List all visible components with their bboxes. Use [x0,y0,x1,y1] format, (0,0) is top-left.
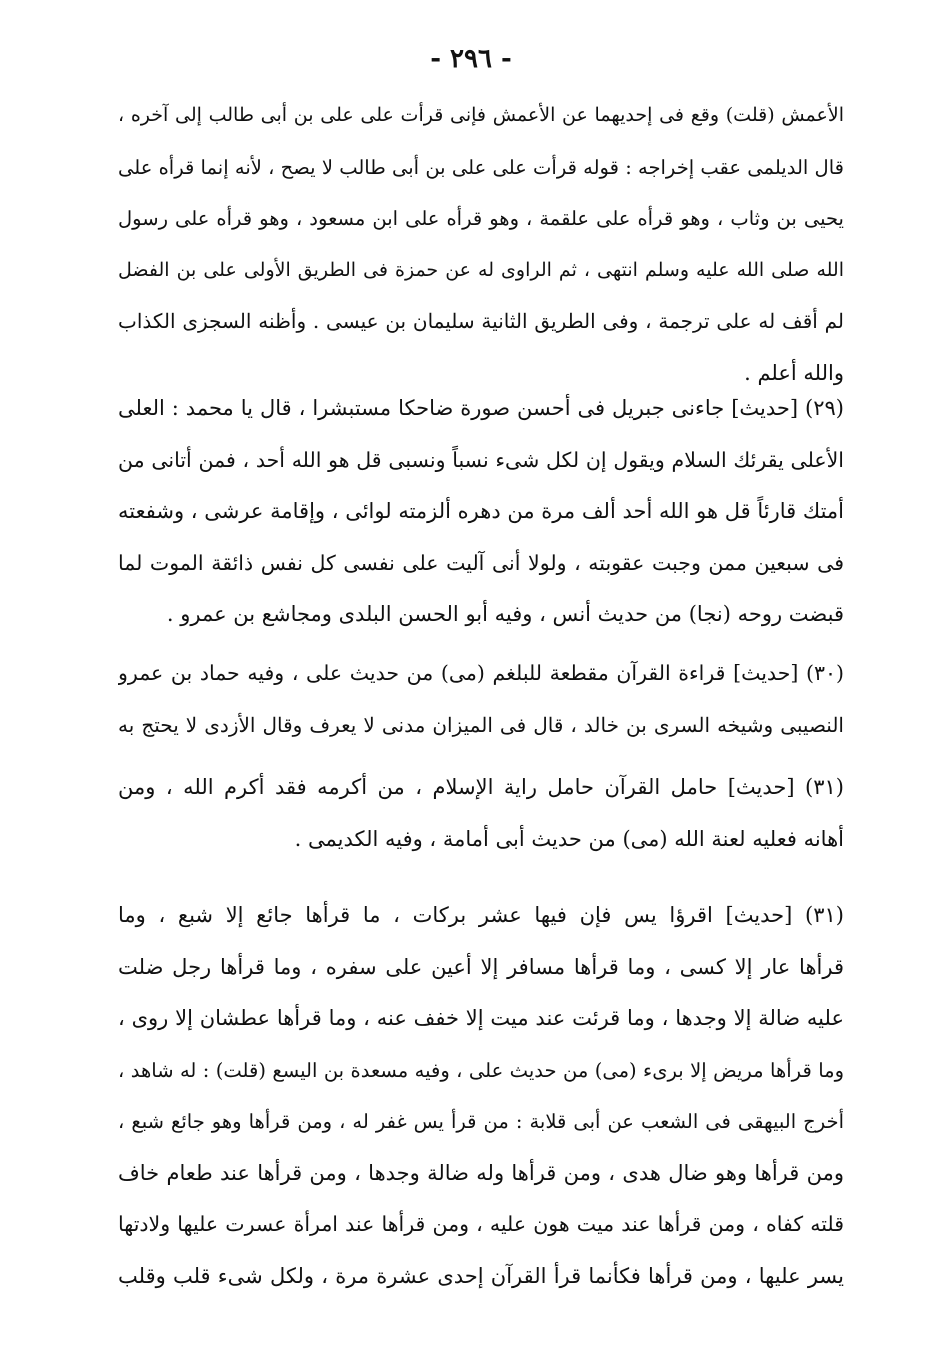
text-line: قبضت روحه (نجا) من حديث أنس ، وفيه أبو الحسن البلدى ومجاشع بن عمرو . [166,602,844,626]
text-line: قلته كفاه ، ومن قرأها عند ميت هون عليه ، ومن قرأها عند امرأة عسرت عليها ولادتها [118,1212,844,1236]
text-line: أهانه فعليه لعنة الله (مى) من حديث أبى أمامة ، وفيه الكديمى . [294,826,844,851]
text-line: (٣٠) [حديث] قراءة القرآن مقطعة للبلغم (مى) من حديث على ، وفيه حماد بن عمرو [118,661,844,685]
text-line: ومن قرأها وهو ضال هدى ، ومن قرأها وله ضالة وجدها ، ومن قرأها عند طعام خاف [118,1160,844,1185]
text-line: وما قرأها مريض إلا برىء (مى) من حديث على ، وفيه مسعدة بن اليسع (قلت) : له شاهد ، [118,1058,844,1082]
text-line: (٣١) [حديث] اقرؤا يس فإن فيها عشر بركات ، ما قرأها جائع إلا شبع ، وما [118,903,844,927]
text-line: والله أعلم . [744,360,844,385]
text-line: الله صلى الله عليه وسلم انتهى ، ثم الراوى له عن حمزة فى الطريق الأولى على بن الفضل [118,258,844,281]
text-line: لم أقف له على ترجمة ، وفى الطريق الثانية سليمان بن عيسى . وأظنه السجزى الكذاب [118,309,844,333]
paragraph-hadith-31a [118,762,844,865]
paragraph-hadith-31b [118,890,844,1302]
text-line: عليه ضالة إلا وجدها ، وما قرئت عند ميت إلا خفف عنه ، وما قرأها عطشان إلا روى ، [118,1006,844,1030]
text-line: الأعلى يقرئك السلام ويقول إن لكل شىء نسباً ونسبى قل هو الله أحد ، فمن أتانى من [118,447,844,472]
text-line: (٢٩) [حديث] جاءنى جبريل فى أحسن صورة ضاحكا مستبشرا ، قال يا محمد : العلى [118,396,844,420]
text-line: أمتك قارئاً قل هو الله أحد ألف مرة من دهره ألزمته لوائى ، وإقامة عرشى ، وشفعته [118,499,844,523]
text-line: يحيى بن وثاب ، وهو قرأه على علقمة ، وهو قرأه على ابن مسعود ، وهو قرأه على رسول [118,207,844,230]
paragraph-commentary [118,90,844,399]
paragraph-hadith-30 [118,648,844,751]
text-line: قرأها عار إلا كسى ، وما قرأها مسافر إلا أعين على سفره ، وما قرأها رجل ضلت [118,954,844,979]
text-line: الأعمش (قلت) وقع فى إحديهما عن الأعمش فإنى قرأت على على بن أبى طالب إلى آخره ، [118,104,844,126]
text-line: يسر عليها ، ومن قرأها فكأنما قرأ القرآن إحدى عشرة مرة ، ولكل شىء قلب وقلب [118,1263,844,1288]
text-line: (٣١) [حديث] حامل القرآن حامل راية الإسلام ، من أكرمه فقد أكرم الله ، ومن [118,775,844,799]
text-line: أخرج البيهقى فى الشعب عن أبى قلابة : من قرأ يس غفر له ، ومن قرأها وهو جائع شبع ، [118,1110,844,1133]
page-number: - ٢٩٦ - [430,44,512,74]
text-line: النصيبى وشيخه السرى بن خالد ، قال فى الميزان مدنى لا يعرف وقال الأزدى لا يحتج به [118,712,844,737]
text-line: فى سبعين ممن وجبت عقوبته ، ولولا أنى آليت على نفسى كل نفس ذائقة الموت لما [118,550,844,575]
paragraph-hadith-29 [118,383,844,641]
text-line: قال الديلمى عقب إخراجه : قوله قرأت على على بن أبى طالب لا يصح ، لأنه إنما قرأه على [118,155,844,179]
